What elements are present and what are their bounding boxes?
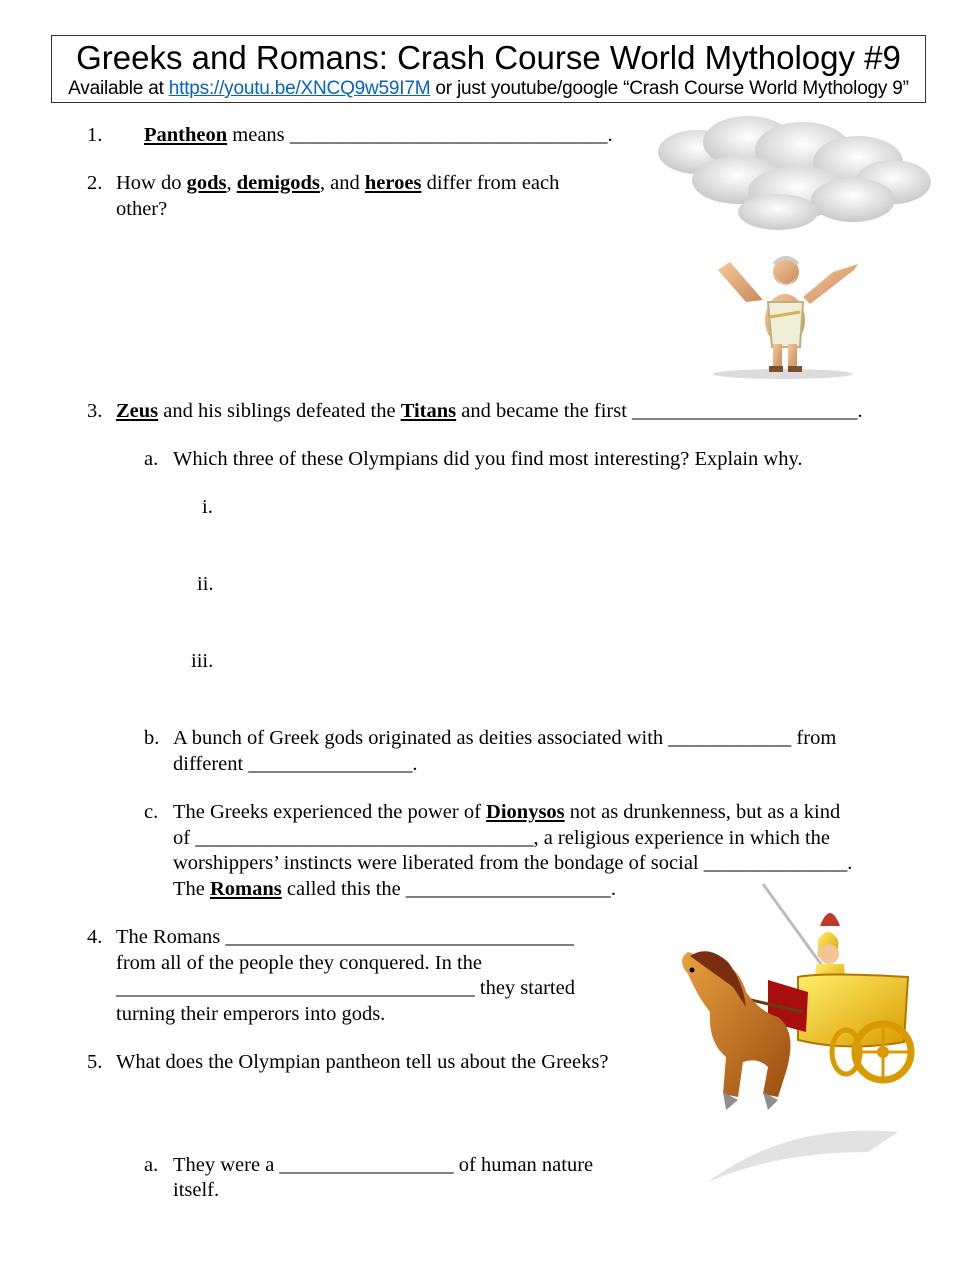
q2-sep2: , and — [319, 172, 365, 194]
q3a-roman-iii: iii. — [191, 650, 214, 672]
q4-number: 4. — [87, 926, 103, 948]
q3-text — [116, 398, 863, 424]
horse-icon — [682, 951, 791, 1110]
q3c-l1b: not as drunkenness, but as a kind — [564, 801, 841, 823]
q2-term-demigods: demigods — [236, 172, 320, 194]
q3c-l4a: The — [173, 878, 210, 900]
q2-b: differ from each — [421, 172, 560, 194]
q3a-letter: a. — [144, 448, 159, 470]
q1-rest: means _______________________________. — [227, 124, 613, 146]
q4-line2: from all of the people they conquered. In the — [116, 952, 483, 974]
q1-text — [144, 122, 613, 148]
page-title: Greeks and Romans: Crash Course World Mythology #9 — [76, 39, 901, 76]
q2-number: 2. — [87, 172, 103, 194]
chariot-illustration — [668, 882, 926, 1194]
q4-line1: The Romans __________________________________ — [116, 926, 574, 948]
q2-term-heroes: heroes — [364, 172, 422, 194]
q2-line1 — [116, 170, 559, 196]
q3c-term-romans: Romans — [210, 878, 282, 900]
q3c-letter: c. — [144, 801, 159, 823]
q4-line3: ___________________________________ they started — [116, 977, 575, 999]
q3a-roman-ii: ii. — [197, 573, 214, 595]
q2-line2: other? — [116, 198, 168, 220]
q5a-letter: a. — [144, 1154, 159, 1176]
q3c-line3: worshippers’ instincts were liberated from the bondage of social ______________. — [173, 852, 853, 874]
q5-text: What does the Olympian pantheon tell us about the Greeks? — [116, 1051, 609, 1073]
q4-line4: turning their emperors into gods. — [116, 1003, 386, 1025]
q3b-line2: different ________________. — [173, 753, 418, 775]
q3-number: 3. — [87, 400, 103, 422]
q3-b: and became the first ______________________. — [456, 400, 863, 422]
q1-term: Pantheon — [144, 124, 228, 146]
cloud-icon — [658, 116, 931, 230]
q3-a: and his siblings defeated the — [158, 400, 401, 422]
header-box — [51, 35, 926, 103]
q3a-text: Which three of these Olympians did you find most interesting? Explain why. — [173, 448, 803, 470]
zeus-figure-icon — [713, 258, 858, 379]
q1-number: 1. — [87, 124, 103, 146]
subtitle-prefix: Available at — [68, 78, 169, 99]
video-link[interactable]: https://youtu.be/XNCQ9w59I7M — [168, 78, 431, 99]
q3b-letter: b. — [144, 727, 160, 749]
q2-term-gods: gods — [186, 172, 227, 194]
q2-a: How do — [116, 172, 187, 194]
subtitle-suffix: or just youtube/google “Crash Course World Mythology 9” — [430, 78, 909, 99]
q3-term-titans: Titans — [400, 400, 457, 422]
q3a-roman-i: i. — [202, 496, 213, 518]
q3c-l1a: The Greeks experienced the power of — [173, 801, 487, 823]
q3-term-zeus: Zeus — [116, 400, 159, 422]
q3c-term-dionysos: Dionysos — [486, 801, 565, 823]
q5a-line2: itself. — [173, 1179, 220, 1201]
q2-sep1: , — [226, 172, 237, 194]
q3c-line2: of _________________________________, a religious experience in which the — [173, 827, 831, 849]
q3c-l4b: called this the ____________________. — [281, 878, 616, 900]
q5-number: 5. — [87, 1051, 103, 1073]
zeus-cloud-illustration — [638, 112, 934, 384]
q5a-line1: They were a _________________ of human nature — [173, 1154, 594, 1176]
header-subtitle — [52, 78, 925, 100]
q3c-line1 — [173, 799, 840, 825]
q3b-line1: A bunch of Greek gods originated as deities associated with ____________ from — [173, 727, 837, 749]
q3c-line4 — [173, 876, 616, 902]
